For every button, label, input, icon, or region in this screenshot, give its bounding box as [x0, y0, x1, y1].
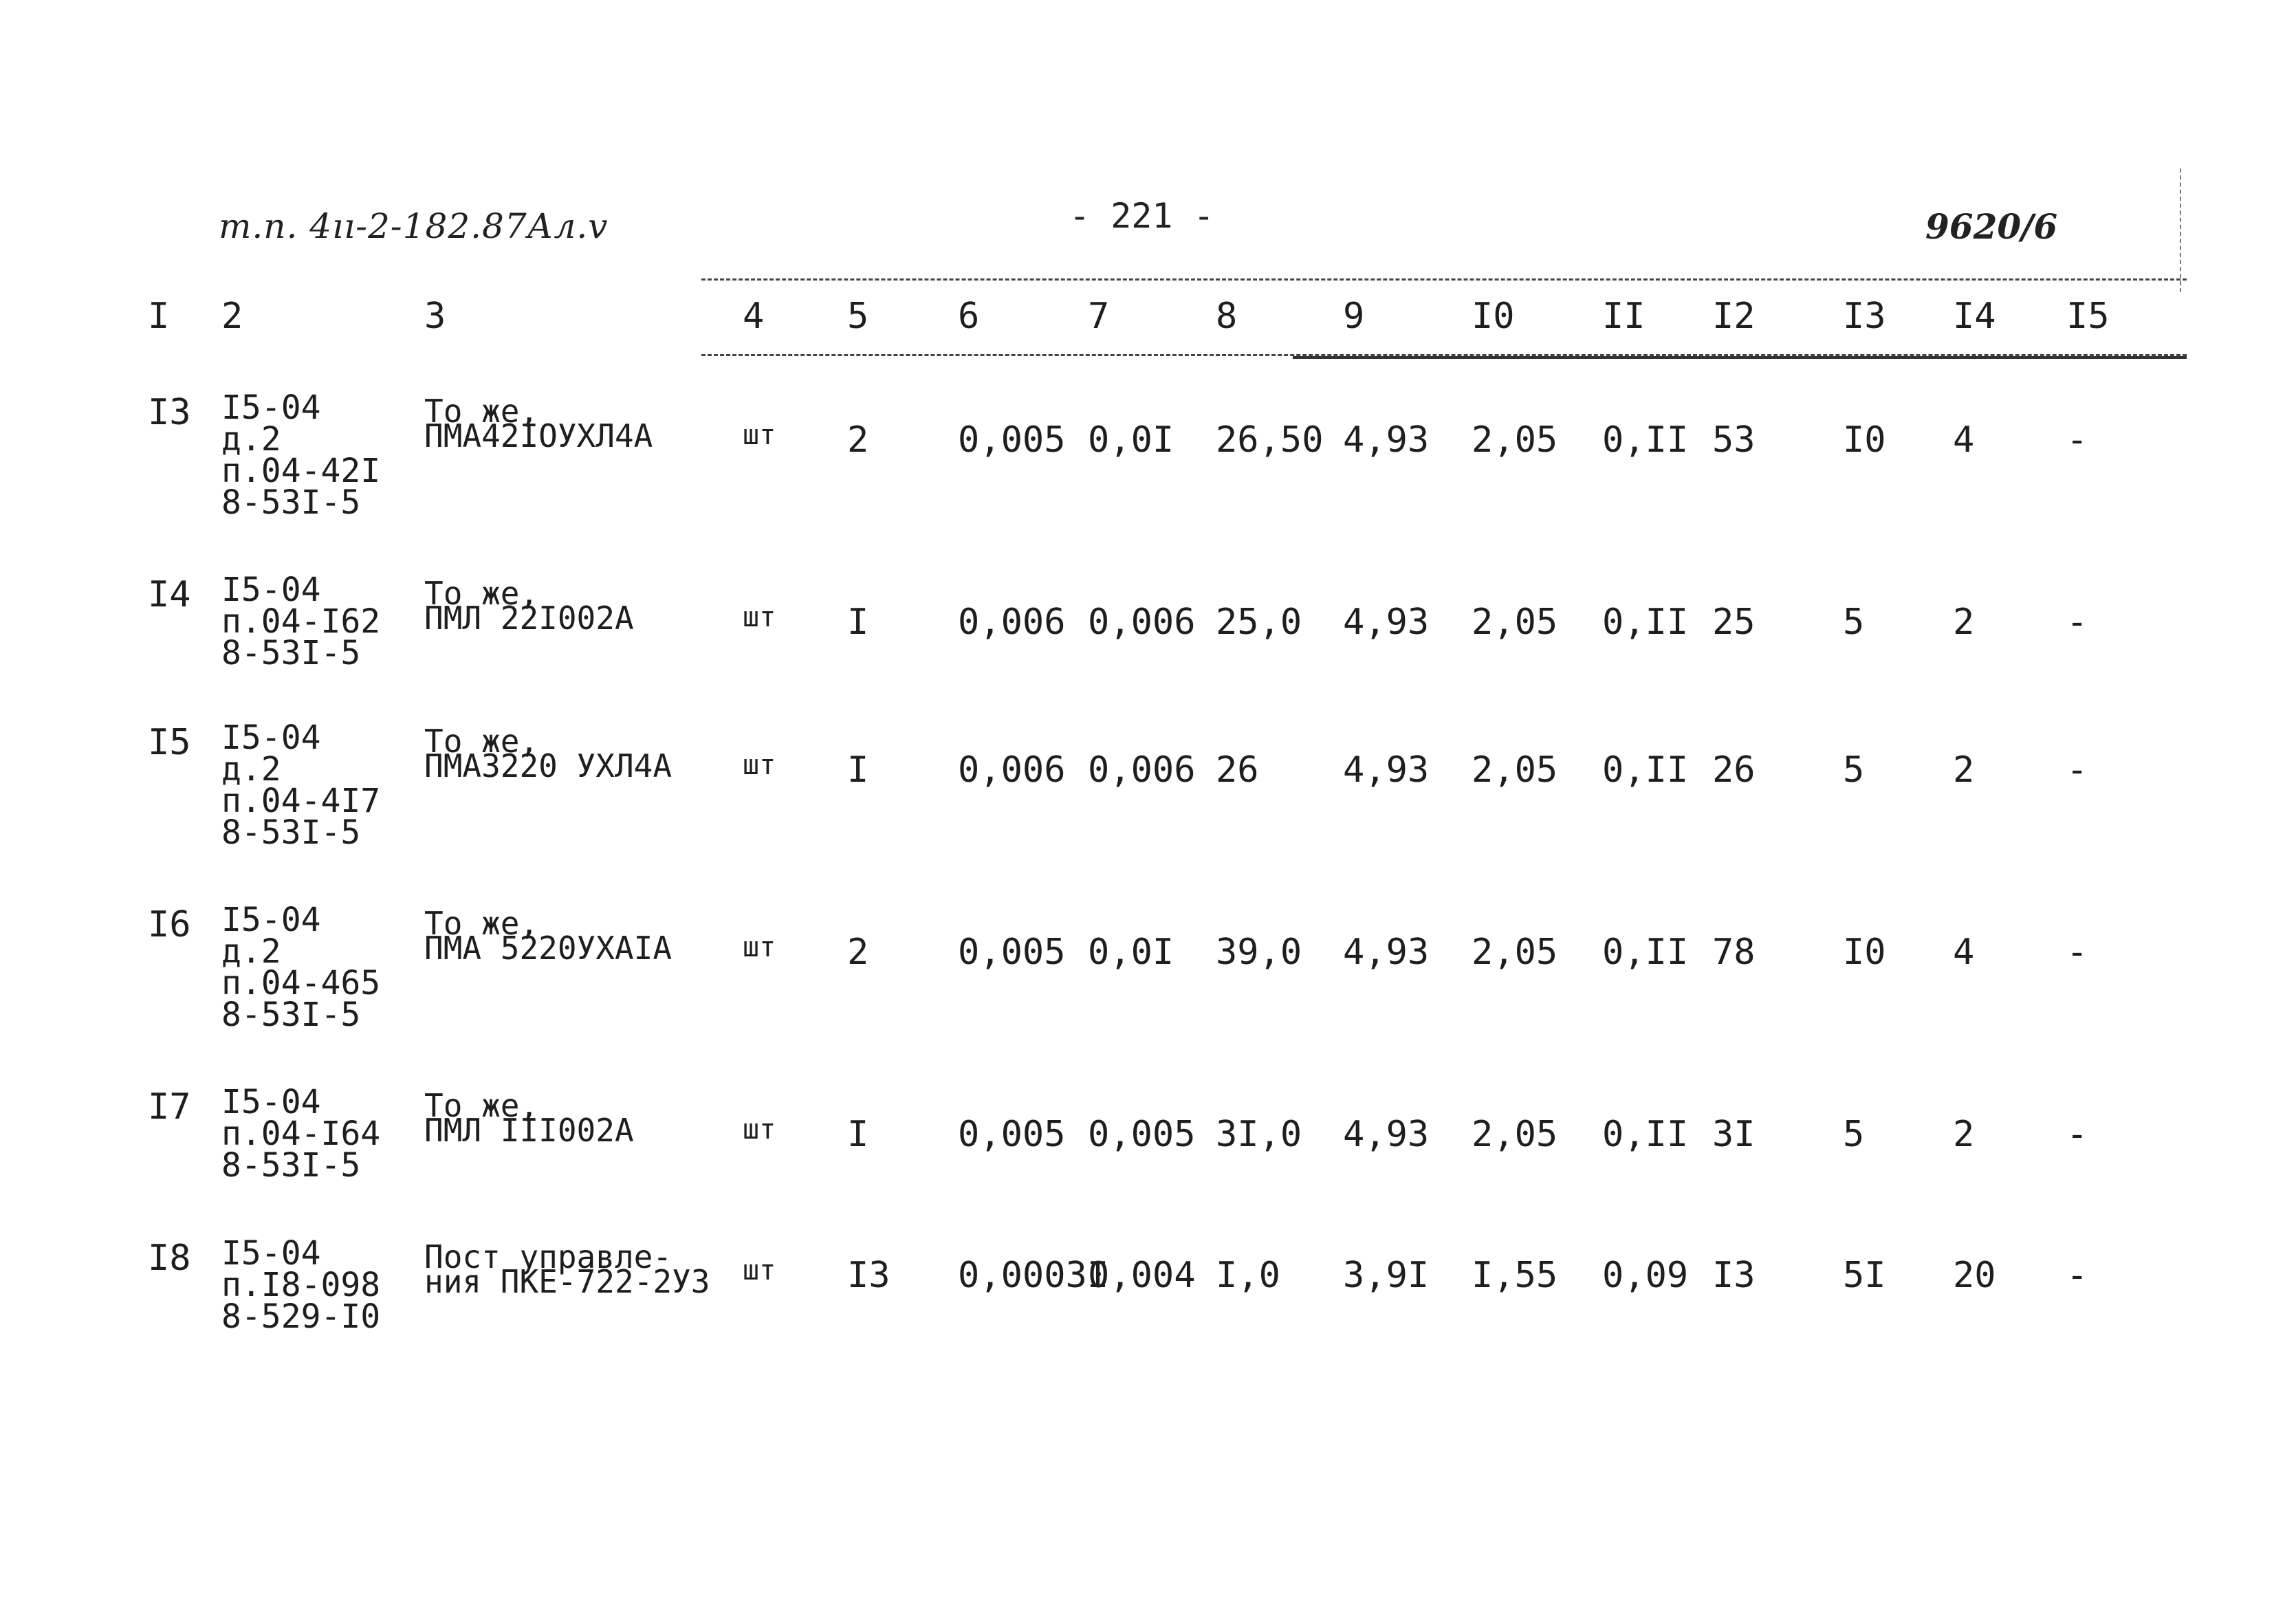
cell-c6: 0,006: [958, 749, 1066, 791]
cell-no: I4: [148, 574, 191, 615]
document-code: т.п. 4ıı-2-182.87Ал.v: [219, 206, 609, 246]
cell-c13: 5: [1843, 602, 1865, 643]
cell-c12: I3: [1712, 1255, 1756, 1296]
cell-c9: 4,93: [1343, 602, 1430, 643]
cell-unit: шт: [743, 749, 776, 781]
cell-c6: 0,0003I: [958, 1255, 1109, 1296]
cell-qty: I: [847, 749, 869, 791]
cell-c15: -: [2066, 1255, 2088, 1296]
column-header-9: 9: [1343, 296, 1365, 337]
column-header-7: 7: [1088, 296, 1110, 337]
cell-c13: 5I: [1843, 1255, 1886, 1296]
cell-c7: 0,005: [1088, 1114, 1196, 1155]
cell-c7: 0,0I: [1088, 932, 1174, 973]
cell-name: То же, ПМЛ III002А: [424, 1087, 634, 1149]
cell-c6: 0,005: [958, 1114, 1066, 1155]
column-header-13: I3: [1843, 296, 1886, 337]
cell-no: I3: [148, 392, 191, 433]
cell-qty: 2: [847, 932, 869, 973]
cell-c14: 4: [1953, 932, 1975, 973]
cell-c10: 2,05: [1472, 1114, 1558, 1155]
cell-no: I5: [148, 722, 191, 763]
cell-c15: -: [2066, 749, 2088, 791]
cell-c7: 0,006: [1088, 602, 1196, 643]
cell-c14: 20: [1953, 1255, 1996, 1296]
cell-unit: шт: [743, 1255, 776, 1286]
cell-c11: 0,II: [1602, 419, 1689, 461]
cell-c14: 2: [1953, 1114, 1975, 1155]
cell-c10: 2,05: [1472, 932, 1558, 973]
cell-c11: 0,II: [1602, 602, 1689, 643]
cell-c9: 4,93: [1343, 932, 1430, 973]
page-edge-mark: [2180, 168, 2181, 292]
cell-name: Пост управле- ния ПКЕ-722-2У3: [424, 1238, 710, 1300]
cell-c10: 2,05: [1472, 419, 1558, 461]
cell-name: То же, ПМЛ 22I002А: [424, 575, 634, 637]
cell-c7: 0,0I: [1088, 419, 1174, 461]
column-header-10: I0: [1472, 296, 1515, 337]
cell-c14: 2: [1953, 602, 1975, 643]
cell-c15: -: [2066, 419, 2088, 461]
column-header-3: 3: [424, 296, 446, 337]
cell-c9: 3,9I: [1343, 1255, 1430, 1296]
cell-c10: I,55: [1472, 1255, 1558, 1296]
cell-c12: 3I: [1712, 1114, 1756, 1155]
cell-c10: 2,05: [1472, 749, 1558, 791]
cell-code: I5-04 п.04-I64 8-53I-5: [221, 1083, 381, 1185]
cell-c12: 26: [1712, 749, 1756, 791]
sheet-number: 9620/6: [1925, 206, 2058, 247]
cell-c15: -: [2066, 602, 2088, 643]
cell-c12: 53: [1712, 419, 1756, 461]
cell-name: То же, ПМА3220 УХЛ4А: [424, 723, 673, 784]
column-header-12: I2: [1712, 296, 1756, 337]
cell-c10: 2,05: [1472, 602, 1558, 643]
cell-c8: 26: [1216, 749, 1259, 791]
cell-unit: шт: [743, 932, 776, 963]
cell-c13: I0: [1843, 932, 1886, 973]
cell-c9: 4,93: [1343, 1114, 1430, 1155]
cell-c12: 25: [1712, 602, 1756, 643]
header-bottom-rule-solid: [1293, 356, 2187, 359]
cell-c6: 0,006: [958, 602, 1066, 643]
cell-c12: 78: [1712, 932, 1756, 973]
cell-c11: 0,II: [1602, 749, 1689, 791]
header-top-rule: [701, 278, 2187, 281]
column-header-6: 6: [958, 296, 980, 337]
cell-c13: 5: [1843, 749, 1865, 791]
cell-c15: -: [2066, 1114, 2088, 1155]
cell-unit: шт: [743, 419, 776, 451]
cell-c11: 0,09: [1602, 1255, 1689, 1296]
cell-unit: шт: [743, 602, 776, 633]
cell-c11: 0,II: [1602, 932, 1689, 973]
cell-c13: I0: [1843, 419, 1886, 461]
cell-name: То же, ПМА 5220УХАIА: [424, 905, 673, 967]
cell-c6: 0,005: [958, 419, 1066, 461]
cell-c6: 0,005: [958, 932, 1066, 973]
column-header-8: 8: [1216, 296, 1238, 337]
cell-code: I5-04 д.2 п.04-4I7 8-53I-5: [221, 718, 381, 852]
column-header-2: 2: [221, 296, 243, 337]
cell-qty: I3: [847, 1255, 890, 1296]
cell-c9: 4,93: [1343, 749, 1430, 791]
cell-c8: 26,50: [1216, 419, 1324, 461]
cell-name: То же, ПМА42IОУХЛ4А: [424, 393, 653, 454]
page-number: - 221 -: [1069, 196, 1214, 236]
cell-no: I6: [148, 904, 191, 945]
cell-code: I5-04 д.2 п.04-42I 8-53I-5: [221, 388, 381, 522]
cell-code: I5-04 д.2 п.04-465 8-53I-5: [221, 901, 381, 1034]
cell-c7: 0,004: [1088, 1255, 1196, 1296]
column-header-14: I4: [1953, 296, 1996, 337]
cell-c13: 5: [1843, 1114, 1865, 1155]
cell-c8: 3I,0: [1216, 1114, 1302, 1155]
cell-c9: 4,93: [1343, 419, 1430, 461]
column-header-1: I: [148, 296, 170, 337]
cell-qty: I: [847, 1114, 869, 1155]
cell-qty: 2: [847, 419, 869, 461]
cell-c8: I,0: [1216, 1255, 1280, 1296]
cell-code: I5-04 п.04-I62 8-53I-5: [221, 571, 381, 672]
cell-c14: 4: [1953, 419, 1975, 461]
cell-c8: 39,0: [1216, 932, 1302, 973]
cell-unit: шт: [743, 1114, 776, 1145]
column-header-5: 5: [847, 296, 869, 337]
cell-code: I5-04 п.I8-098 8-529-I0: [221, 1234, 381, 1336]
cell-qty: I: [847, 602, 869, 643]
column-header-4: 4: [743, 296, 765, 337]
column-header-11: II: [1602, 296, 1646, 337]
cell-no: I8: [148, 1238, 191, 1279]
cell-c8: 25,0: [1216, 602, 1302, 643]
cell-no: I7: [148, 1086, 191, 1128]
column-header-15: I5: [2066, 296, 2110, 337]
cell-c15: -: [2066, 932, 2088, 973]
cell-c11: 0,II: [1602, 1114, 1689, 1155]
cell-c7: 0,006: [1088, 749, 1196, 791]
cell-c14: 2: [1953, 749, 1975, 791]
